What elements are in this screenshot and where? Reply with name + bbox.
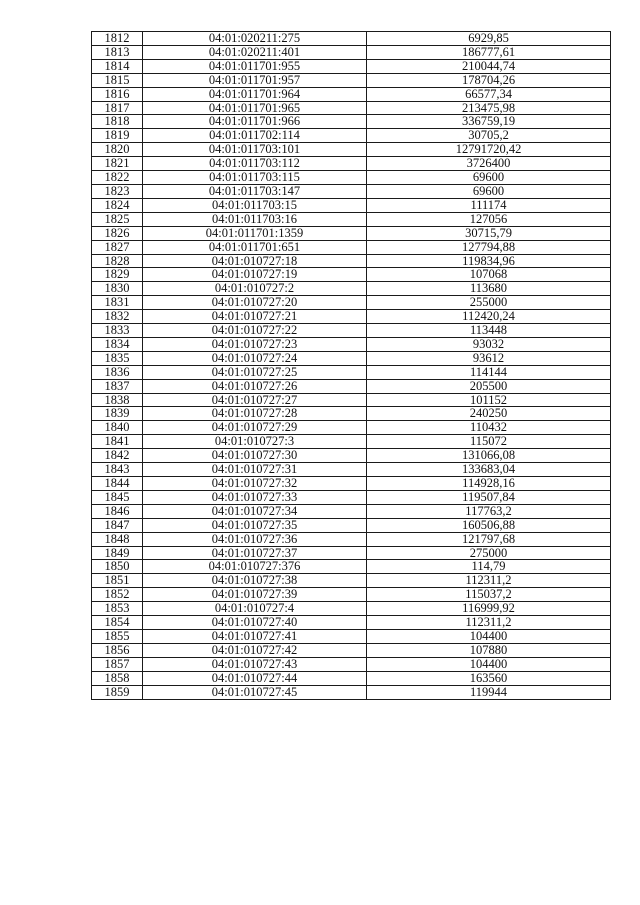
- row-number-cell: 1819: [92, 129, 143, 143]
- table-row: [92, 407, 611, 421]
- cadastral-value-cell: 93032: [367, 337, 611, 351]
- table-row: [92, 643, 611, 657]
- table-row: [92, 157, 611, 171]
- table-row: [92, 268, 611, 282]
- cadastral-number-cell: 04:01:011701:955: [143, 59, 367, 73]
- cadastral-number-cell: 04:01:010727:21: [143, 310, 367, 324]
- table-row: [92, 254, 611, 268]
- cadastral-value-cell: 114,79: [367, 560, 611, 574]
- cadastral-number-cell: 04:01:010727:27: [143, 393, 367, 407]
- table-row: [92, 87, 611, 101]
- cadastral-value-cell: 107880: [367, 643, 611, 657]
- table-row: [92, 143, 611, 157]
- row-number-cell: 1835: [92, 351, 143, 365]
- cadastral-value-cell: 116999,92: [367, 602, 611, 616]
- row-number-cell: 1816: [92, 87, 143, 101]
- cadastral-value-cell: 30715,79: [367, 226, 611, 240]
- cadastral-number-cell: 04:01:010727:43: [143, 657, 367, 671]
- row-number-cell: 1844: [92, 477, 143, 491]
- cadastral-number-cell: 04:01:010727:3: [143, 435, 367, 449]
- table-row: [92, 435, 611, 449]
- table-row: [92, 73, 611, 87]
- table-row: [92, 518, 611, 532]
- cadastral-value-cell: 114144: [367, 365, 611, 379]
- row-number-cell: 1823: [92, 184, 143, 198]
- table-row: [92, 337, 611, 351]
- cadastral-number-cell: 04:01:010727:26: [143, 379, 367, 393]
- cadastral-value-table: [91, 31, 611, 700]
- cadastral-number-cell: 04:01:010727:32: [143, 477, 367, 491]
- cadastral-value-cell: 101152: [367, 393, 611, 407]
- row-number-cell: 1851: [92, 574, 143, 588]
- row-number-cell: 1827: [92, 240, 143, 254]
- cadastral-number-cell: 04:01:010727:42: [143, 643, 367, 657]
- cadastral-number-cell: 04:01:011703:15: [143, 198, 367, 212]
- table-row: [92, 115, 611, 129]
- cadastral-number-cell: 04:01:010727:34: [143, 504, 367, 518]
- table-row: [92, 602, 611, 616]
- row-number-cell: 1833: [92, 324, 143, 338]
- row-number-cell: 1820: [92, 143, 143, 157]
- cadastral-number-cell: 04:01:011703:147: [143, 184, 367, 198]
- cadastral-value-cell: 93612: [367, 351, 611, 365]
- row-number-cell: 1855: [92, 629, 143, 643]
- table-row: [92, 324, 611, 338]
- cadastral-number-cell: 04:01:010727:31: [143, 463, 367, 477]
- row-number-cell: 1856: [92, 643, 143, 657]
- row-number-cell: 1858: [92, 671, 143, 685]
- cadastral-number-cell: 04:01:010727:36: [143, 532, 367, 546]
- cadastral-number-cell: 04:01:011703:112: [143, 157, 367, 171]
- row-number-cell: 1825: [92, 212, 143, 226]
- cadastral-number-cell: 04:01:010727:23: [143, 337, 367, 351]
- row-number-cell: 1818: [92, 115, 143, 129]
- cadastral-value-cell: 12791720,42: [367, 143, 611, 157]
- cadastral-value-cell: 163560: [367, 671, 611, 685]
- cadastral-value-cell: 30705,2: [367, 129, 611, 143]
- cadastral-number-cell: 04:01:011701:966: [143, 115, 367, 129]
- row-number-cell: 1821: [92, 157, 143, 171]
- table-row: [92, 282, 611, 296]
- cadastral-number-cell: 04:01:020211:275: [143, 32, 367, 46]
- cadastral-value-cell: 119507,84: [367, 490, 611, 504]
- cadastral-number-cell: 04:01:010727:25: [143, 365, 367, 379]
- row-number-cell: 1817: [92, 101, 143, 115]
- cadastral-number-cell: 04:01:010727:37: [143, 546, 367, 560]
- table-row: [92, 226, 611, 240]
- table-row: [92, 546, 611, 560]
- cadastral-number-cell: 04:01:011701:957: [143, 73, 367, 87]
- cadastral-value-cell: 336759,19: [367, 115, 611, 129]
- cadastral-number-cell: 04:01:010727:40: [143, 616, 367, 630]
- row-number-cell: 1854: [92, 616, 143, 630]
- cadastral-number-cell: 04:01:011702:114: [143, 129, 367, 143]
- table-row: [92, 296, 611, 310]
- table-row: [92, 657, 611, 671]
- cadastral-number-cell: 04:01:010727:29: [143, 421, 367, 435]
- cadastral-value-cell: 3726400: [367, 157, 611, 171]
- table-row: [92, 129, 611, 143]
- row-number-cell: 1849: [92, 546, 143, 560]
- cadastral-value-cell: 114928,16: [367, 477, 611, 491]
- table-row: [92, 449, 611, 463]
- table-row: [92, 310, 611, 324]
- row-number-cell: 1850: [92, 560, 143, 574]
- table-row: [92, 685, 611, 699]
- table-row: [92, 490, 611, 504]
- cadastral-number-cell: 04:01:010727:24: [143, 351, 367, 365]
- cadastral-value-cell: 107068: [367, 268, 611, 282]
- cadastral-value-cell: 186777,61: [367, 45, 611, 59]
- table-row: [92, 532, 611, 546]
- table-row: [92, 616, 611, 630]
- cadastral-number-cell: 04:01:010727:44: [143, 671, 367, 685]
- row-number-cell: 1859: [92, 685, 143, 699]
- cadastral-value-cell: 69600: [367, 184, 611, 198]
- row-number-cell: 1841: [92, 435, 143, 449]
- table-row: [92, 393, 611, 407]
- cadastral-number-cell: 04:01:010727:45: [143, 685, 367, 699]
- table-row: [92, 671, 611, 685]
- cadastral-number-cell: 04:01:010727:19: [143, 268, 367, 282]
- row-number-cell: 1845: [92, 490, 143, 504]
- cadastral-value-cell: 178704,26: [367, 73, 611, 87]
- cadastral-number-cell: 04:01:011701:964: [143, 87, 367, 101]
- row-number-cell: 1822: [92, 171, 143, 185]
- cadastral-number-cell: 04:01:010727:4: [143, 602, 367, 616]
- row-number-cell: 1843: [92, 463, 143, 477]
- table-row: [92, 463, 611, 477]
- cadastral-value-cell: 115037,2: [367, 588, 611, 602]
- cadastral-number-cell: 04:01:011701:1359: [143, 226, 367, 240]
- cadastral-value-cell: 6929,85: [367, 32, 611, 46]
- table-row: [92, 59, 611, 73]
- cadastral-number-cell: 04:01:010727:20: [143, 296, 367, 310]
- cadastral-value-cell: 119944: [367, 685, 611, 699]
- cadastral-value-cell: 112420,24: [367, 310, 611, 324]
- cadastral-number-cell: 04:01:011703:115: [143, 171, 367, 185]
- row-number-cell: 1830: [92, 282, 143, 296]
- cadastral-number-cell: 04:01:011701:965: [143, 101, 367, 115]
- row-number-cell: 1847: [92, 518, 143, 532]
- table-row: [92, 171, 611, 185]
- cadastral-number-cell: 04:01:010727:22: [143, 324, 367, 338]
- cadastral-number-cell: 04:01:010727:38: [143, 574, 367, 588]
- cadastral-number-cell: 04:01:010727:30: [143, 449, 367, 463]
- cadastral-value-cell: 160506,88: [367, 518, 611, 532]
- table-row: [92, 101, 611, 115]
- cadastral-number-cell: 04:01:020211:401: [143, 45, 367, 59]
- table-row: [92, 212, 611, 226]
- row-number-cell: 1836: [92, 365, 143, 379]
- cadastral-value-cell: 115072: [367, 435, 611, 449]
- cadastral-value-cell: 112311,2: [367, 574, 611, 588]
- cadastral-value-cell: 275000: [367, 546, 611, 560]
- cadastral-value-cell: 255000: [367, 296, 611, 310]
- cadastral-number-cell: 04:01:010727:18: [143, 254, 367, 268]
- table-row: [92, 421, 611, 435]
- cadastral-number-cell: 04:01:010727:39: [143, 588, 367, 602]
- cadastral-number-cell: 04:01:010727:41: [143, 629, 367, 643]
- cadastral-value-cell: 213475,98: [367, 101, 611, 115]
- row-number-cell: 1838: [92, 393, 143, 407]
- cadastral-value-cell: 110432: [367, 421, 611, 435]
- row-number-cell: 1824: [92, 198, 143, 212]
- row-number-cell: 1832: [92, 310, 143, 324]
- row-number-cell: 1831: [92, 296, 143, 310]
- cadastral-value-cell: 111174: [367, 198, 611, 212]
- cadastral-number-cell: 04:01:010727:35: [143, 518, 367, 532]
- cadastral-value-cell: 113680: [367, 282, 611, 296]
- table-row: [92, 560, 611, 574]
- row-number-cell: 1813: [92, 45, 143, 59]
- cadastral-value-cell: 127056: [367, 212, 611, 226]
- row-number-cell: 1842: [92, 449, 143, 463]
- row-number-cell: 1853: [92, 602, 143, 616]
- row-number-cell: 1837: [92, 379, 143, 393]
- cadastral-number-cell: 04:01:010727:33: [143, 490, 367, 504]
- cadastral-number-cell: 04:01:011701:651: [143, 240, 367, 254]
- cadastral-value-cell: 240250: [367, 407, 611, 421]
- row-number-cell: 1815: [92, 73, 143, 87]
- row-number-cell: 1857: [92, 657, 143, 671]
- row-number-cell: 1839: [92, 407, 143, 421]
- cadastral-number-cell: 04:01:010727:376: [143, 560, 367, 574]
- cadastral-value-cell: 117763,2: [367, 504, 611, 518]
- row-number-cell: 1812: [92, 32, 143, 46]
- cadastral-value-cell: 127794,88: [367, 240, 611, 254]
- row-number-cell: 1852: [92, 588, 143, 602]
- row-number-cell: 1814: [92, 59, 143, 73]
- cadastral-number-cell: 04:01:010727:2: [143, 282, 367, 296]
- table-row: [92, 184, 611, 198]
- row-number-cell: 1826: [92, 226, 143, 240]
- table-row: [92, 45, 611, 59]
- cadastral-value-cell: 210044,74: [367, 59, 611, 73]
- cadastral-value-cell: 119834,96: [367, 254, 611, 268]
- cadastral-value-cell: 131066,08: [367, 449, 611, 463]
- cadastral-value-cell: 104400: [367, 657, 611, 671]
- cadastral-value-cell: 121797,68: [367, 532, 611, 546]
- row-number-cell: 1834: [92, 337, 143, 351]
- cadastral-value-cell: 133683,04: [367, 463, 611, 477]
- row-number-cell: 1840: [92, 421, 143, 435]
- cadastral-value-cell: 112311,2: [367, 616, 611, 630]
- table-row: [92, 504, 611, 518]
- row-number-cell: 1829: [92, 268, 143, 282]
- table-row: [92, 365, 611, 379]
- row-number-cell: 1848: [92, 532, 143, 546]
- table-row: [92, 32, 611, 46]
- table-row: [92, 240, 611, 254]
- table-row: [92, 477, 611, 491]
- cadastral-value-cell: 205500: [367, 379, 611, 393]
- table-row: [92, 588, 611, 602]
- cadastral-number-cell: 04:01:010727:28: [143, 407, 367, 421]
- cadastral-number-cell: 04:01:011703:101: [143, 143, 367, 157]
- cadastral-number-cell: 04:01:011703:16: [143, 212, 367, 226]
- table-row: [92, 351, 611, 365]
- cadastral-value-cell: 113448: [367, 324, 611, 338]
- table-row: [92, 379, 611, 393]
- table-row: [92, 198, 611, 212]
- cadastral-value-cell: 69600: [367, 171, 611, 185]
- row-number-cell: 1828: [92, 254, 143, 268]
- table-body: [92, 32, 611, 700]
- cadastral-value-cell: 66577,34: [367, 87, 611, 101]
- cadastral-value-cell: 104400: [367, 629, 611, 643]
- table-row: [92, 574, 611, 588]
- row-number-cell: 1846: [92, 504, 143, 518]
- table-row: [92, 629, 611, 643]
